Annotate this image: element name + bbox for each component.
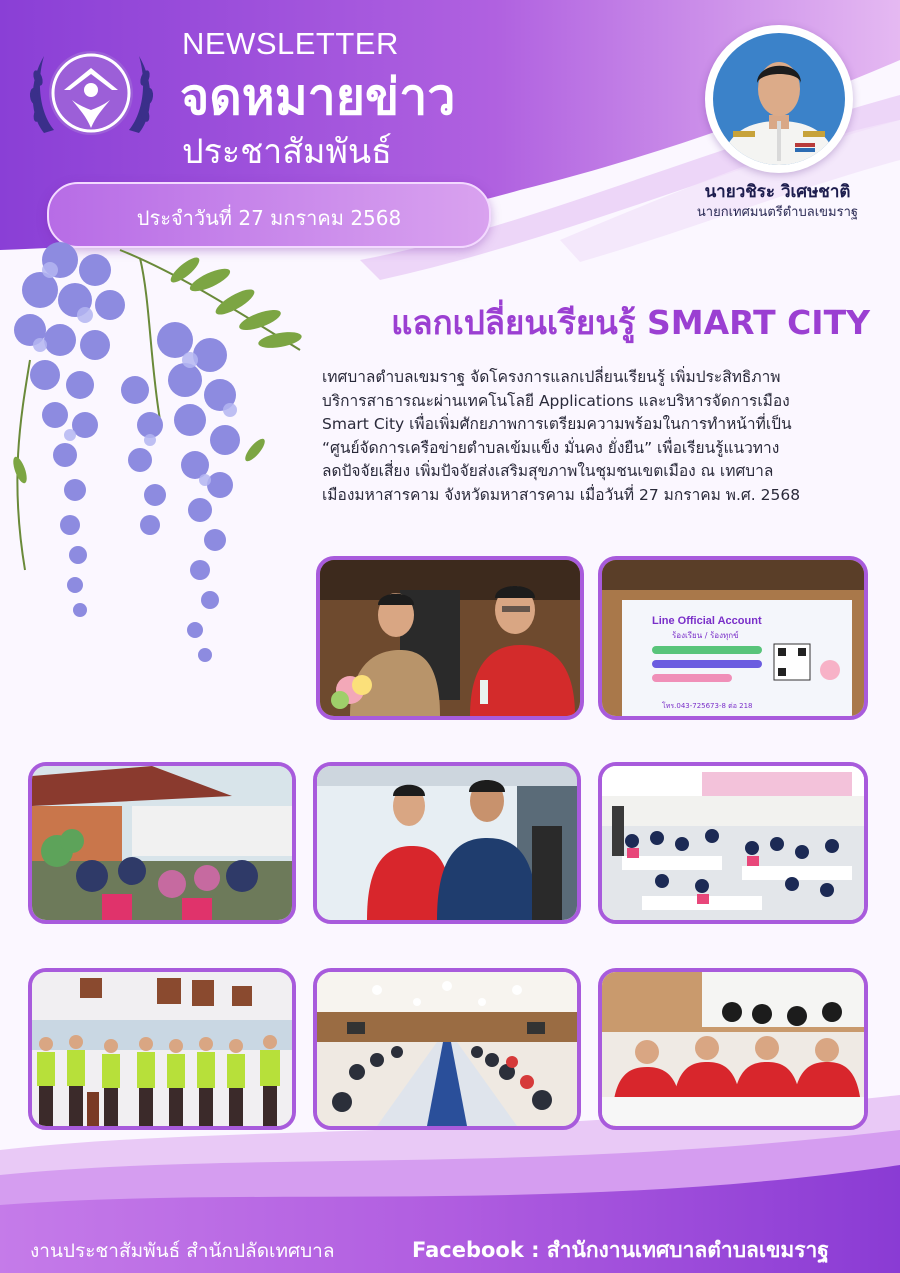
slide-title: Line Official Account <box>652 615 762 627</box>
date-banner <box>47 182 491 248</box>
article-headline: แลกเปลี่ยนเรียนรู้ SMART CITY <box>391 303 870 342</box>
official-role: นายกเทศมนตรีตำบลเขมราฐ <box>696 205 859 220</box>
photo-meeting-table <box>598 968 868 1130</box>
official-portrait <box>705 25 853 173</box>
photo-dance-performance <box>28 968 296 1130</box>
footer-department: งานประชาสัมพันธ์ สำนักปลัดเทศบาล <box>30 1240 335 1262</box>
article-line: Smart City เพื่อเพิ่มศักยภาพการเตรียมความพร้อมในการทำหน้าที่เป็น <box>322 415 792 433</box>
portrait-image <box>711 31 847 167</box>
photo-childcare-center <box>598 762 868 924</box>
wisteria-flowers-illustration <box>0 240 320 680</box>
article-line: “ศูนย์จัดการเครือข่ายตำบลเข้มแข็ง มั่นคง ยั่งยืน” เพื่อเรียนรู้แนวทาง <box>322 438 780 457</box>
newsletter-title: จดหมายข่าว <box>180 68 456 126</box>
article-line: บริการสาธารณะผ่านเทคโนโลยี Applications และบริหารจัดการเมือง <box>322 391 790 410</box>
newsletter-label: NEWSLETTER <box>182 26 399 61</box>
slide-subtitle: ร้องเรียน / ร้องทุกข์ <box>672 631 739 640</box>
slide-phone: โทร.043-725673-8 ต่อ 218 <box>662 702 753 710</box>
official-name: นายวชิระ วิเศษชาติ <box>704 182 851 202</box>
municipality-logo <box>24 38 159 150</box>
article-body <box>322 366 882 507</box>
photo-community-gathering <box>28 762 296 924</box>
footer-facebook: Facebook : สำนักงานเทศบาลตำบลเขมราฐ <box>412 1238 829 1262</box>
article-line: ลดปัจจัยเสี่ยง เพิ่มปัจจัยส่งเสริมสุขภาพในชุมชนเขตเมือง ณ เทศบาล <box>322 462 774 480</box>
newsletter-subtitle: ประชาสัมพันธ์ <box>182 132 392 172</box>
photo-meeting-officials <box>316 556 584 720</box>
photo-line-official-slide <box>598 556 868 720</box>
photo-conference-hall <box>313 968 581 1130</box>
article-line: เทศบาลตำบลเขมราฐ จัดโครงการแลกเปลี่ยนเรียนรู้ เพิ่มประสิทธิภาพ <box>322 368 781 386</box>
issue-date: ประจำวันที่ 27 มกราคม 2568 <box>136 206 402 230</box>
photo-officials-talking <box>313 762 581 924</box>
article-line: เมืองมหาสารคาม จังหวัดมหาสารคาม เมื่อวันที่ 27 มกราคม พ.ศ. 2568 <box>322 485 801 504</box>
